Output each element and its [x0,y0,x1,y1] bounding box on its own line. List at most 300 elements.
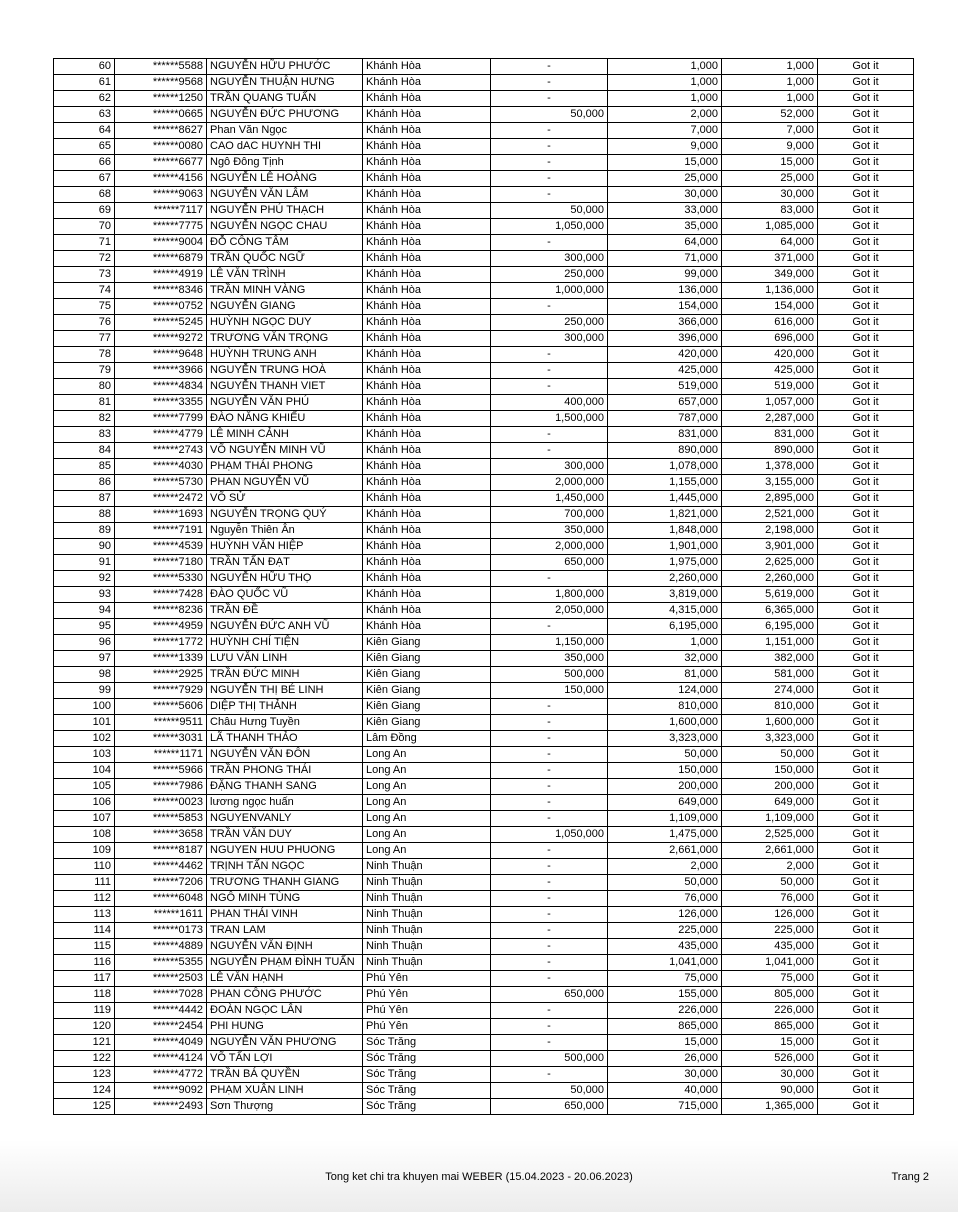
status-cell: Got it [818,603,914,619]
total-amount-cell: 5,619,000 [722,587,818,603]
customer-name-cell: NGUYỄN VĂN PHƯƠNG [207,1035,363,1051]
row-number-cell: 71 [54,235,115,251]
customer-name-cell: TRẦN ĐỨC MINH [207,667,363,683]
row-number-cell: 118 [54,987,115,1003]
status-cell: Got it [818,363,914,379]
reward-amount-cell: 1,000 [608,635,722,651]
total-amount-cell: 2,895,000 [722,491,818,507]
status-cell: Got it [818,619,914,635]
row-number-cell: 112 [54,891,115,907]
total-amount-cell: 52,000 [722,107,818,123]
phone-masked-cell: ******9004 [115,235,207,251]
row-number-cell: 95 [54,619,115,635]
province-cell: Khánh Hòa [363,475,491,491]
total-amount-cell: 76,000 [722,891,818,907]
table-row [54,523,914,539]
table-row [54,299,914,315]
province-cell: Khánh Hòa [363,539,491,555]
table-row [54,107,914,123]
reward-amount-cell: 865,000 [608,1019,722,1035]
reward-amount-cell: 124,000 [608,683,722,699]
row-number-cell: 81 [54,395,115,411]
phone-masked-cell: ******1171 [115,747,207,763]
table-row [54,1083,914,1099]
province-cell: Sóc Trăng [363,1099,491,1115]
row-number-cell: 110 [54,859,115,875]
table-row [54,795,914,811]
province-cell: Ninh Thuận [363,875,491,891]
reward-amount-cell: 26,000 [608,1051,722,1067]
customer-name-cell: ĐÀO QUỐC VŨ [207,587,363,603]
row-number-cell: 68 [54,187,115,203]
bonus-amount-cell: 1,050,000 [491,219,608,235]
status-cell: Got it [818,187,914,203]
province-cell: Sóc Trăng [363,1051,491,1067]
total-amount-cell: 1,057,000 [722,395,818,411]
reward-amount-cell: 3,819,000 [608,587,722,603]
customer-name-cell: PHAN CÔNG PHƯỚC [207,987,363,1003]
reward-amount-cell: 81,000 [608,667,722,683]
phone-masked-cell: ******9511 [115,715,207,731]
customer-name-cell: NGUYỄN THUẬN HƯNG [207,75,363,91]
table-row [54,267,914,283]
customer-name-cell: NGUYỄN TRỌNG QUÝ [207,507,363,523]
row-number-cell: 88 [54,507,115,523]
total-amount-cell: 2,198,000 [722,523,818,539]
reward-amount-cell: 831,000 [608,427,722,443]
status-cell: Got it [818,1019,914,1035]
province-cell: Khánh Hòa [363,107,491,123]
province-cell: Khánh Hòa [363,283,491,299]
table-row [54,251,914,267]
bonus-amount-cell: 650,000 [491,1099,608,1115]
row-number-cell: 70 [54,219,115,235]
customer-name-cell: Châu Hưng Tuyền [207,715,363,731]
status-cell: Got it [818,1067,914,1083]
status-cell: Got it [818,283,914,299]
reward-amount-cell: 226,000 [608,1003,722,1019]
bonus-amount-cell: 250,000 [491,267,608,283]
bonus-amount-cell: - [491,155,608,171]
total-amount-cell: 519,000 [722,379,818,395]
status-cell: Got it [818,123,914,139]
province-cell: Khánh Hòa [363,187,491,203]
row-number-cell: 102 [54,731,115,747]
customer-name-cell: VÕ SỬ [207,491,363,507]
status-cell: Got it [818,635,914,651]
province-cell: Kiên Giang [363,699,491,715]
total-amount-cell: 371,000 [722,251,818,267]
reward-amount-cell: 396,000 [608,331,722,347]
status-cell: Got it [818,299,914,315]
total-amount-cell: 831,000 [722,427,818,443]
province-cell: Khánh Hòa [363,235,491,251]
reward-amount-cell: 126,000 [608,907,722,923]
row-number-cell: 113 [54,907,115,923]
row-number-cell: 79 [54,363,115,379]
customer-name-cell: LƯU VĂN LINH [207,651,363,667]
customer-name-cell: PHAN THÁI VINH [207,907,363,923]
table-row [54,891,914,907]
total-amount-cell: 7,000 [722,123,818,139]
phone-masked-cell: ******2493 [115,1099,207,1115]
customer-name-cell: TRẦN PHONG THÁI [207,763,363,779]
total-amount-cell: 15,000 [722,155,818,171]
province-cell: Kiên Giang [363,683,491,699]
phone-masked-cell: ******1772 [115,635,207,651]
reward-amount-cell: 71,000 [608,251,722,267]
reward-amount-cell: 1,000 [608,91,722,107]
total-amount-cell: 226,000 [722,1003,818,1019]
reward-amount-cell: 4,315,000 [608,603,722,619]
reward-amount-cell: 155,000 [608,987,722,1003]
table-row [54,75,914,91]
total-amount-cell: 126,000 [722,907,818,923]
phone-masked-cell: ******0080 [115,139,207,155]
total-amount-cell: 2,661,000 [722,843,818,859]
status-cell: Got it [818,171,914,187]
bonus-amount-cell: 150,000 [491,683,608,699]
total-amount-cell: 2,625,000 [722,555,818,571]
row-number-cell: 103 [54,747,115,763]
phone-masked-cell: ******4539 [115,539,207,555]
table-row [54,1003,914,1019]
row-number-cell: 84 [54,443,115,459]
row-number-cell: 87 [54,491,115,507]
table-row [54,347,914,363]
status-cell: Got it [818,715,914,731]
row-number-cell: 80 [54,379,115,395]
status-cell: Got it [818,955,914,971]
phone-masked-cell: ******4442 [115,1003,207,1019]
phone-masked-cell: ******4124 [115,1051,207,1067]
province-cell: Khánh Hòa [363,347,491,363]
province-cell: Ninh Thuận [363,955,491,971]
table-row [54,843,914,859]
bonus-amount-cell: 400,000 [491,395,608,411]
total-amount-cell: 9,000 [722,139,818,155]
phone-masked-cell: ******0023 [115,795,207,811]
row-number-cell: 116 [54,955,115,971]
bonus-amount-cell: - [491,379,608,395]
customer-name-cell: NGUYỄN VĂN ĐÔN [207,747,363,763]
province-cell: Khánh Hòa [363,427,491,443]
bonus-amount-cell: - [491,779,608,795]
status-cell: Got it [818,155,914,171]
phone-masked-cell: ******3355 [115,395,207,411]
phone-masked-cell: ******7206 [115,875,207,891]
province-cell: Lâm Đồng [363,731,491,747]
customer-name-cell: HUỲNH CHÍ TIỆN [207,635,363,651]
status-cell: Got it [818,1083,914,1099]
province-cell: Ninh Thuận [363,907,491,923]
customer-name-cell: TRAN LAM [207,923,363,939]
province-cell: Phú Yên [363,971,491,987]
bonus-amount-cell: 250,000 [491,315,608,331]
table-row [54,123,914,139]
table-row [54,763,914,779]
province-cell: Khánh Hòa [363,411,491,427]
customer-name-cell: TRẦN QUANG TUẤN [207,91,363,107]
reward-amount-cell: 366,000 [608,315,722,331]
reward-amount-cell: 200,000 [608,779,722,795]
bonus-amount-cell: - [491,971,608,987]
phone-masked-cell: ******4156 [115,171,207,187]
bonus-amount-cell: - [491,763,608,779]
table-row [54,779,914,795]
province-cell: Kiên Giang [363,635,491,651]
customer-name-cell: CAO dAC HUYNH THI [207,139,363,155]
customer-name-cell: NGUYỄN HỮU THỌ [207,571,363,587]
reward-amount-cell: 1,975,000 [608,555,722,571]
customer-name-cell: lương ngọc huấn [207,795,363,811]
row-number-cell: 61 [54,75,115,91]
status-cell: Got it [818,1035,914,1051]
bonus-amount-cell: 300,000 [491,331,608,347]
row-number-cell: 105 [54,779,115,795]
phone-masked-cell: ******7191 [115,523,207,539]
bonus-amount-cell: 50,000 [491,107,608,123]
total-amount-cell: 1,600,000 [722,715,818,731]
reward-amount-cell: 154,000 [608,299,722,315]
customer-name-cell: NGÔ MINH TÙNG [207,891,363,907]
table-row [54,363,914,379]
table-row [54,379,914,395]
phone-masked-cell: ******6048 [115,891,207,907]
customer-name-cell: ĐOÀN NGỌC LÂN [207,1003,363,1019]
total-amount-cell: 2,260,000 [722,571,818,587]
reward-amount-cell: 64,000 [608,235,722,251]
status-cell: Got it [818,475,914,491]
total-amount-cell: 382,000 [722,651,818,667]
reward-amount-cell: 2,000 [608,107,722,123]
phone-masked-cell: ******6677 [115,155,207,171]
total-amount-cell: 25,000 [722,171,818,187]
bonus-amount-cell: - [491,171,608,187]
row-number-cell: 73 [54,267,115,283]
province-cell: Long An [363,843,491,859]
table-row [54,731,914,747]
province-cell: Kiên Giang [363,667,491,683]
reward-amount-cell: 15,000 [608,155,722,171]
province-cell: Phú Yên [363,987,491,1003]
province-cell: Ninh Thuận [363,891,491,907]
bonus-amount-cell: - [491,123,608,139]
reward-amount-cell: 7,000 [608,123,722,139]
phone-masked-cell: ******1339 [115,651,207,667]
bonus-amount-cell: - [491,139,608,155]
table-row [54,539,914,555]
row-number-cell: 93 [54,587,115,603]
table-row [54,987,914,1003]
customer-name-cell: DIỆP THỊ THẢNH [207,699,363,715]
bonus-amount-cell: - [491,795,608,811]
reward-amount-cell: 787,000 [608,411,722,427]
status-cell: Got it [818,203,914,219]
status-cell: Got it [818,587,914,603]
phone-masked-cell: ******5330 [115,571,207,587]
total-amount-cell: 2,287,000 [722,411,818,427]
province-cell: Khánh Hòa [363,571,491,587]
row-number-cell: 77 [54,331,115,347]
phone-masked-cell: ******1611 [115,907,207,923]
total-amount-cell: 1,085,000 [722,219,818,235]
reward-amount-cell: 40,000 [608,1083,722,1099]
customer-name-cell: HUỲNH VĂN HIỆP [207,539,363,555]
table-row [54,939,914,955]
province-cell: Phú Yên [363,1003,491,1019]
status-cell: Got it [818,107,914,123]
bonus-amount-cell: 500,000 [491,1051,608,1067]
row-number-cell: 67 [54,171,115,187]
customer-name-cell: Ngô Đông Tịnh [207,155,363,171]
phone-masked-cell: ******9648 [115,347,207,363]
total-amount-cell: 6,195,000 [722,619,818,635]
total-amount-cell: 1,041,000 [722,955,818,971]
customer-name-cell: TRƯƠNG THANH GIANG [207,875,363,891]
table-row [54,971,914,987]
row-number-cell: 124 [54,1083,115,1099]
total-amount-cell: 3,323,000 [722,731,818,747]
customer-name-cell: NGUYỄN VĂN LÂM [207,187,363,203]
row-number-cell: 69 [54,203,115,219]
row-number-cell: 83 [54,427,115,443]
status-cell: Got it [818,1051,914,1067]
row-number-cell: 82 [54,411,115,427]
table-row [54,1019,914,1035]
total-amount-cell: 30,000 [722,187,818,203]
province-cell: Khánh Hòa [363,491,491,507]
phone-masked-cell: ******4030 [115,459,207,475]
total-amount-cell: 696,000 [722,331,818,347]
status-cell: Got it [818,139,914,155]
province-cell: Ninh Thuận [363,923,491,939]
table-row [54,555,914,571]
status-cell: Got it [818,395,914,411]
row-number-cell: 86 [54,475,115,491]
row-number-cell: 78 [54,347,115,363]
bonus-amount-cell: 700,000 [491,507,608,523]
row-number-cell: 115 [54,939,115,955]
status-cell: Got it [818,379,914,395]
bonus-amount-cell: 650,000 [491,987,608,1003]
bonus-amount-cell: - [491,891,608,907]
customer-name-cell: NGUYỄN VĂN PHÚ [207,395,363,411]
status-cell: Got it [818,699,914,715]
province-cell: Khánh Hòa [363,59,491,75]
status-cell: Got it [818,651,914,667]
table-row [54,875,914,891]
bonus-amount-cell: - [491,747,608,763]
row-number-cell: 85 [54,459,115,475]
bonus-amount-cell: 50,000 [491,1083,608,1099]
table-row [54,907,914,923]
total-amount-cell: 3,901,000 [722,539,818,555]
table-row [54,1035,914,1051]
total-amount-cell: 50,000 [722,875,818,891]
province-cell: Ninh Thuận [363,939,491,955]
province-cell: Khánh Hòa [363,395,491,411]
total-amount-cell: 865,000 [722,1019,818,1035]
row-number-cell: 121 [54,1035,115,1051]
customer-name-cell: PHẠM THÁI PHONG [207,459,363,475]
customer-name-cell: Phan Văn Ngọc [207,123,363,139]
table-body [54,59,914,1115]
bonus-amount-cell: - [491,443,608,459]
table-row [54,459,914,475]
phone-masked-cell: ******7799 [115,411,207,427]
customer-name-cell: LÊ MINH CẢNH [207,427,363,443]
status-cell: Got it [818,427,914,443]
status-cell: Got it [818,827,914,843]
bonus-amount-cell: - [491,859,608,875]
customer-name-cell: ĐỖ CÔNG TÂM [207,235,363,251]
customer-name-cell: LÊ VĂN TRÌNH [207,267,363,283]
reward-amount-cell: 136,000 [608,283,722,299]
total-amount-cell: 1,000 [722,59,818,75]
province-cell: Long An [363,795,491,811]
status-cell: Got it [818,219,914,235]
row-number-cell: 94 [54,603,115,619]
bonus-amount-cell: - [491,1019,608,1035]
table-row [54,91,914,107]
phone-masked-cell: ******9272 [115,331,207,347]
status-cell: Got it [818,251,914,267]
reward-amount-cell: 15,000 [608,1035,722,1051]
phone-masked-cell: ******7117 [115,203,207,219]
total-amount-cell: 805,000 [722,987,818,1003]
customer-name-cell: NGUYỄN ĐỨC PHƯƠNG [207,107,363,123]
customer-name-cell: LÊ VĂN HẠNH [207,971,363,987]
reward-amount-cell: 50,000 [608,747,722,763]
status-cell: Got it [818,571,914,587]
customer-name-cell: NGUYỄN HỮU PHƯỚC [207,59,363,75]
reward-amount-cell: 9,000 [608,139,722,155]
bonus-amount-cell: - [491,1035,608,1051]
status-cell: Got it [818,923,914,939]
phone-masked-cell: ******6879 [115,251,207,267]
bonus-amount-cell: - [491,571,608,587]
table-row [54,1051,914,1067]
province-cell: Khánh Hòa [363,123,491,139]
bonus-amount-cell: - [491,1067,608,1083]
total-amount-cell: 1,136,000 [722,283,818,299]
reward-amount-cell: 715,000 [608,1099,722,1115]
phone-masked-cell: ******4919 [115,267,207,283]
status-cell: Got it [818,747,914,763]
bonus-amount-cell: - [491,1003,608,1019]
row-number-cell: 66 [54,155,115,171]
phone-masked-cell: ******5245 [115,315,207,331]
status-cell: Got it [818,843,914,859]
province-cell: Khánh Hòa [363,267,491,283]
status-cell: Got it [818,75,914,91]
province-cell: Khánh Hòa [363,331,491,347]
reward-amount-cell: 1,475,000 [608,827,722,843]
row-number-cell: 65 [54,139,115,155]
bonus-amount-cell: 500,000 [491,667,608,683]
customer-name-cell: TRẦN VĂN DUY [207,827,363,843]
status-cell: Got it [818,459,914,475]
table-row [54,507,914,523]
table-row [54,139,914,155]
phone-masked-cell: ******4462 [115,859,207,875]
phone-masked-cell: ******9092 [115,1083,207,1099]
status-cell: Got it [818,491,914,507]
status-cell: Got it [818,91,914,107]
row-number-cell: 74 [54,283,115,299]
reward-amount-cell: 225,000 [608,923,722,939]
